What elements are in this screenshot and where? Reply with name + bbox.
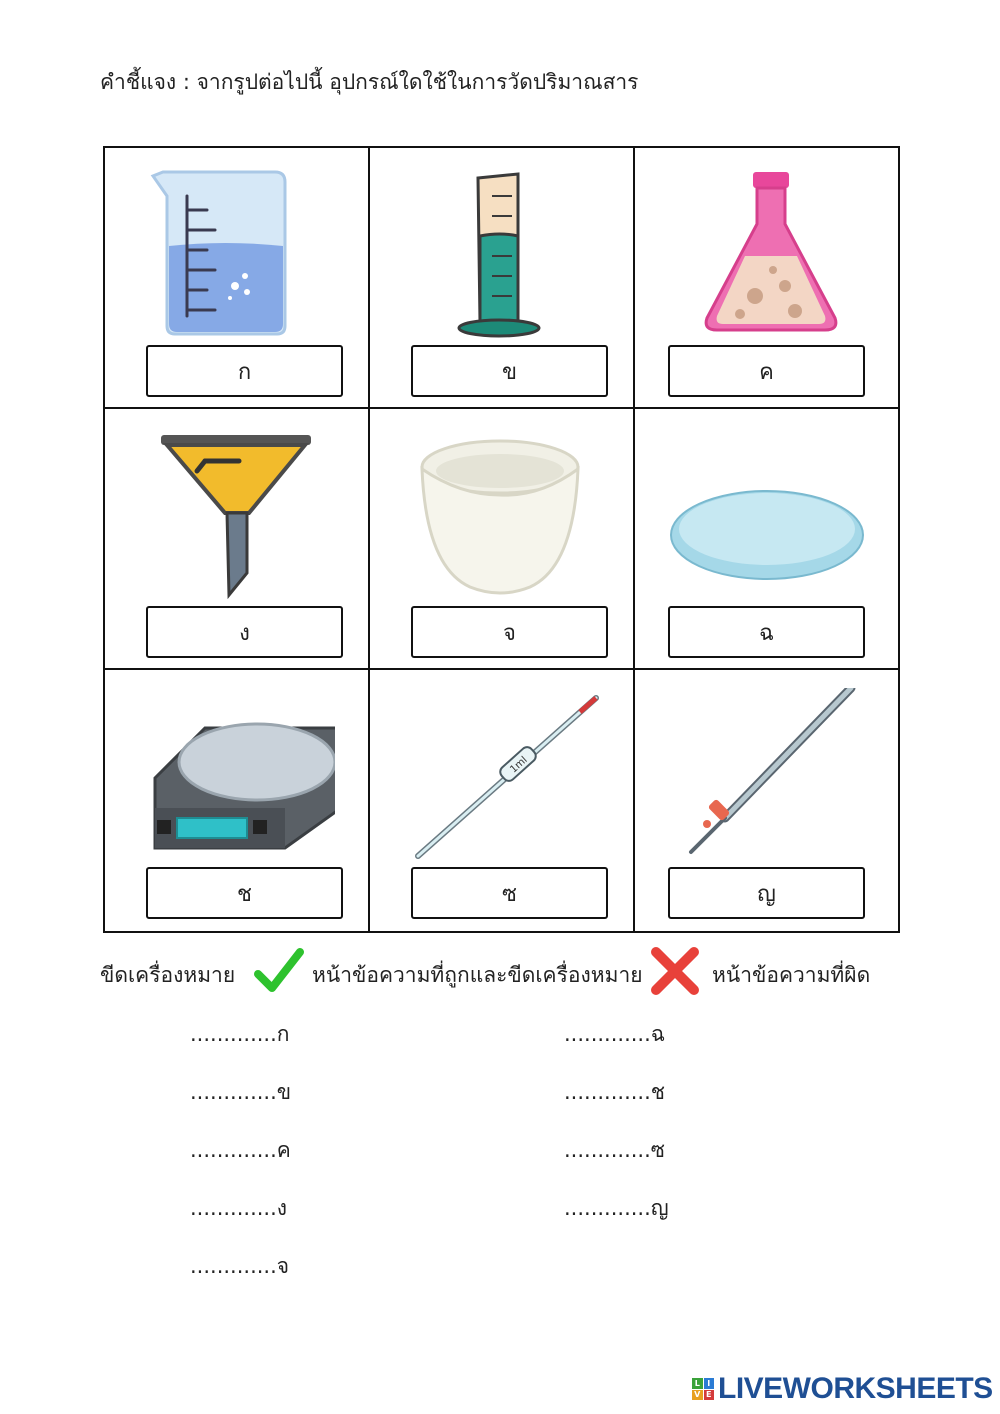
answer-blank[interactable]: ............. xyxy=(564,1138,651,1162)
answer-blank[interactable]: ............. xyxy=(190,1196,277,1220)
answer-letter: ฉ xyxy=(650,1022,666,1046)
answer-blank[interactable]: ............. xyxy=(564,1022,651,1046)
card-so xyxy=(370,670,635,931)
watch-glass-icon xyxy=(665,427,865,602)
check-icon xyxy=(252,944,306,998)
answer-box-cho[interactable]: จ xyxy=(411,606,608,658)
funnel-icon xyxy=(135,427,335,602)
card-ngo xyxy=(105,409,370,670)
answer-item-cho-chang xyxy=(564,1076,665,1109)
answer-item-cho-ching xyxy=(564,1018,665,1051)
answer-blank[interactable]: ............. xyxy=(190,1138,277,1162)
answer-letter: จ xyxy=(276,1254,290,1278)
answer-item-kho xyxy=(190,1076,291,1109)
beaker-icon xyxy=(135,166,335,341)
card-kho-khwai xyxy=(635,148,898,409)
answer-box-ngo[interactable]: ง xyxy=(146,606,343,658)
card-yo xyxy=(635,670,898,931)
answer-blank[interactable]: ............. xyxy=(564,1080,651,1104)
answer-box-cho-ching[interactable]: ฉ xyxy=(668,606,865,658)
liveworksheets-logo xyxy=(692,1372,993,1406)
card-cho xyxy=(370,409,635,670)
svg-text:1ml: 1ml xyxy=(508,754,530,776)
answer-blank[interactable]: ............. xyxy=(190,1254,277,1278)
legend-text-wrong: หน้าข้อความที่ผิด xyxy=(712,963,871,987)
equipment-grid xyxy=(103,146,900,933)
answer-item-kho-khwai xyxy=(190,1134,291,1167)
answer-blank[interactable]: ............. xyxy=(190,1080,277,1104)
erlenmeyer-flask-icon xyxy=(665,166,865,341)
answer-item-so xyxy=(564,1134,665,1167)
answer-letter: ข xyxy=(276,1080,292,1104)
card-ko xyxy=(105,148,370,409)
answer-box-so[interactable]: ซ xyxy=(411,867,608,919)
graduated-cylinder-icon xyxy=(400,166,600,341)
answer-blank[interactable]: ............. xyxy=(564,1196,651,1220)
legend-text-correct: หน้าข้อความที่ถูกและขีดเครื่องหมาย xyxy=(312,963,643,987)
answer-blank[interactable]: ............. xyxy=(190,1022,277,1046)
burette-icon xyxy=(665,688,865,863)
legend xyxy=(100,944,980,1000)
answer-box-ko[interactable]: ก xyxy=(146,345,343,397)
card-cho-ching xyxy=(635,409,898,670)
answer-box-yo[interactable]: ญ xyxy=(668,867,865,919)
answer-item-yo xyxy=(564,1192,669,1225)
cross-icon xyxy=(648,944,702,998)
logo-text: LIVEWORKSHEETS xyxy=(718,1372,993,1405)
answer-box-kho[interactable]: ข xyxy=(411,345,608,397)
pipette-icon xyxy=(400,688,600,863)
logo-badge-icon: L I V E xyxy=(692,1378,714,1400)
card-kho xyxy=(370,148,635,409)
answer-item-ngo xyxy=(190,1192,287,1225)
answer-letter: ญ xyxy=(650,1196,669,1220)
crucible-icon xyxy=(400,427,600,602)
answer-letter: ช xyxy=(650,1080,666,1104)
answer-letter: ซ xyxy=(650,1138,666,1162)
answer-letter: ค xyxy=(276,1138,291,1162)
answer-box-kho-khwai[interactable]: ค xyxy=(668,345,865,397)
answer-item-cho xyxy=(190,1250,289,1283)
answer-item-ko xyxy=(190,1018,290,1051)
digital-scale-icon xyxy=(135,688,335,863)
answer-letter: ก xyxy=(276,1022,290,1046)
instruction-text: คำชี้แจง : จากรูปต่อไปนี้ อุปกรณ์ใดใช้ในการวัดปริมาณสาร xyxy=(100,70,639,94)
legend-text-mark: ขีดเครื่องหมาย xyxy=(100,963,236,987)
card-cho-chang xyxy=(105,670,370,931)
answer-letter: ง xyxy=(276,1196,288,1220)
answer-box-cho-chang[interactable]: ช xyxy=(146,867,343,919)
